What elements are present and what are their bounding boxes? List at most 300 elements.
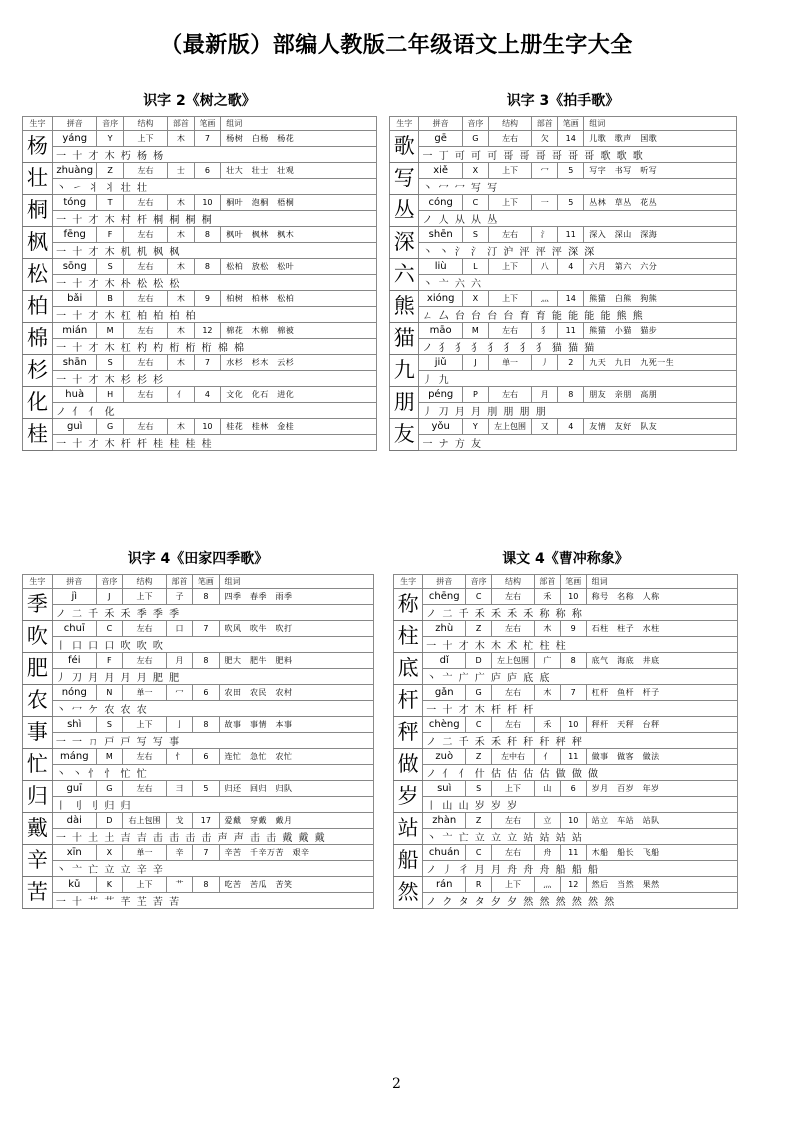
stroke-order-row: [23, 605, 374, 621]
radical-cell: 戈: [166, 813, 192, 829]
words-cell: 四季 春季 雨季: [219, 589, 373, 605]
pinyin-cell: guī: [52, 781, 96, 797]
table-header-row: [23, 575, 374, 589]
radical-cell: 月: [166, 653, 192, 669]
radical-cell: 灬: [535, 877, 561, 893]
table-row: [390, 387, 737, 403]
character-cell: 农: [23, 685, 53, 717]
words-cell: 桐叶 泡桐 梧桐: [221, 195, 377, 211]
character-cell: 松: [23, 259, 53, 291]
stroke-order-cell: 丶 亠 广 广 庐 庐 底 底: [423, 669, 738, 685]
stroke-order-row: [23, 243, 377, 259]
structure-cell: 上下: [123, 589, 167, 605]
initial-cell: C: [96, 621, 122, 637]
stroke-order-row: [23, 733, 374, 749]
section-title: 课文 4《曹冲称象》: [502, 551, 629, 567]
stroke-order-cell: 一 十 才 木 朽 杨 杨: [53, 147, 377, 163]
initial-cell: C: [466, 717, 492, 733]
character-cell: 熊: [390, 291, 419, 323]
column-header: 生字: [23, 117, 53, 131]
column-header: 拼音: [53, 117, 97, 131]
table-row: [23, 291, 377, 307]
initial-cell: Z: [466, 749, 492, 765]
stroke-order-cell: ノ 二 千 禾 禾 禾 禾 称 称 称: [423, 605, 738, 621]
radical-cell: 彐: [166, 781, 192, 797]
stroke-count-cell: 4: [194, 387, 221, 403]
column-header: 笔画: [194, 117, 221, 131]
radical-cell: 木: [168, 419, 195, 435]
stroke-count-cell: 10: [560, 717, 586, 733]
table-row: [23, 323, 377, 339]
stroke-order-cell: ノ 二 千 禾 禾 秆 秆 秆 秤 秤: [423, 733, 738, 749]
column-header: 结构: [123, 117, 167, 131]
column-header: 结构: [492, 575, 535, 589]
stroke-count-cell: 8: [194, 227, 221, 243]
column-header: 部首: [532, 117, 558, 131]
pinyin-cell: mián: [53, 323, 97, 339]
character-cell: 化: [23, 387, 53, 419]
pinyin-cell: nóng: [52, 685, 96, 701]
stroke-count-cell: 7: [193, 845, 219, 861]
stroke-count-cell: 7: [194, 131, 221, 147]
table-row: [23, 685, 374, 701]
initial-cell: Y: [97, 131, 124, 147]
character-cell: 做: [394, 749, 423, 781]
radical-cell: 冖: [532, 163, 558, 179]
radical-cell: 木: [168, 291, 195, 307]
words-cell: 朋友 亲朋 高朋: [584, 387, 737, 403]
character-cell: 然: [394, 877, 423, 909]
initial-cell: M: [96, 749, 122, 765]
stroke-order-cell: 丿 刀 月 月 刖 朋 朋 朋: [419, 403, 737, 419]
radical-cell: 亻: [535, 749, 561, 765]
pinyin-cell: cóng: [419, 195, 462, 211]
stroke-order-cell: 丶 亠 亡 立 立 辛 辛: [52, 861, 373, 877]
words-cell: 六月 第六 六分: [584, 259, 737, 275]
stroke-order-cell: 丨 山 山 岁 岁 岁: [423, 797, 738, 813]
stroke-order-row: [23, 339, 377, 355]
radical-cell: 氵: [532, 227, 558, 243]
column-header: 笔画: [560, 575, 586, 589]
table-row: [394, 845, 738, 861]
column-header: 音序: [462, 117, 488, 131]
words-cell: 吃苦 苦瓜 苦笑: [219, 877, 373, 893]
structure-cell: 左右: [492, 717, 535, 733]
stroke-order-row: [390, 435, 737, 451]
table-row: [23, 387, 377, 403]
stroke-count-cell: 14: [558, 131, 584, 147]
character-cell: 壮: [23, 163, 53, 195]
words-cell: 桂花 桂林 金桂: [221, 419, 377, 435]
table-row: [23, 653, 374, 669]
stroke-count-cell: 12: [560, 877, 586, 893]
structure-cell: 左右: [123, 355, 167, 371]
structure-cell: 上下: [123, 717, 167, 733]
character-cell: 肥: [23, 653, 53, 685]
radical-cell: 木: [535, 621, 561, 637]
pinyin-cell: shì: [52, 717, 96, 733]
radical-cell: 月: [532, 387, 558, 403]
structure-cell: 左右: [123, 163, 167, 179]
stroke-order-cell: 一 十 才 木 杉 杉 杉: [53, 371, 377, 387]
stroke-count-cell: 10: [194, 195, 221, 211]
radical-cell: 亅: [166, 717, 192, 733]
stroke-order-row: [394, 829, 738, 845]
words-cell: 称号 名称 人称: [586, 589, 737, 605]
stroke-count-cell: 11: [560, 845, 586, 861]
radical-cell: 山: [535, 781, 561, 797]
table-row: [390, 355, 737, 371]
initial-cell: M: [462, 323, 488, 339]
char-table-section: [22, 550, 374, 909]
stroke-order-row: [394, 605, 738, 621]
stroke-order-cell: 一 十 才 木 杆 杆 杆: [423, 701, 738, 717]
structure-cell: 单一: [123, 845, 167, 861]
pinyin-cell: dǐ: [423, 653, 466, 669]
structure-cell: 左右: [492, 621, 535, 637]
words-cell: 爱戴 穿戴 戴月: [219, 813, 373, 829]
character-cell: 歌: [390, 131, 419, 163]
radical-cell: 士: [168, 163, 195, 179]
radical-cell: 舟: [535, 845, 561, 861]
character-cell: 岁: [394, 781, 423, 813]
table-row: [23, 717, 374, 733]
words-cell: 做事 做客 做法: [586, 749, 737, 765]
stroke-count-cell: 5: [193, 781, 219, 797]
radical-cell: 子: [166, 589, 192, 605]
structure-cell: 上下: [488, 259, 531, 275]
stroke-order-cell: 丶 冖 冖 写 写: [419, 179, 737, 195]
radical-cell: 立: [535, 813, 561, 829]
words-cell: 松柏 放松 松叶: [221, 259, 377, 275]
stroke-order-row: [390, 339, 737, 355]
initial-cell: G: [462, 131, 488, 147]
stroke-order-row: [23, 669, 374, 685]
stroke-order-row: [23, 275, 377, 291]
initial-cell: S: [97, 259, 124, 275]
structure-cell: 左右: [488, 227, 531, 243]
character-table: [22, 574, 374, 909]
column-header: 音序: [96, 575, 122, 589]
words-cell: 底气 海底 井底: [586, 653, 737, 669]
table-row: [390, 291, 737, 307]
column-header: 结构: [488, 117, 531, 131]
table-row: [23, 163, 377, 179]
column-header: 拼音: [423, 575, 466, 589]
words-cell: 农田 农民 农村: [219, 685, 373, 701]
pinyin-cell: fēng: [53, 227, 97, 243]
stroke-order-row: [23, 829, 374, 845]
pinyin-cell: máng: [52, 749, 96, 765]
words-cell: 归还 回归 归队: [219, 781, 373, 797]
stroke-order-row: [390, 211, 737, 227]
stroke-order-row: [23, 179, 377, 195]
words-cell: 丛林 草丛 花丛: [584, 195, 737, 211]
words-cell: 故事 事情 本事: [219, 717, 373, 733]
pinyin-cell: zhù: [423, 621, 466, 637]
words-cell: 吹风 吹牛 吹打: [219, 621, 373, 637]
words-cell: 肥大 肥牛 肥料: [219, 653, 373, 669]
pinyin-cell: chuán: [423, 845, 466, 861]
stroke-order-row: [394, 637, 738, 653]
table-row: [390, 195, 737, 211]
stroke-order-cell: 一 十 才 木 木 术 杧 柱 柱: [423, 637, 738, 653]
section-title: 识字 4《田家四季歌》: [127, 551, 269, 567]
stroke-order-cell: 一 十 才 木 朴 松 松 松: [53, 275, 377, 291]
stroke-count-cell: 12: [194, 323, 221, 339]
radical-cell: 木: [168, 355, 195, 371]
stroke-count-cell: 8: [193, 653, 219, 669]
stroke-order-row: [23, 371, 377, 387]
structure-cell: 上下: [488, 163, 531, 179]
radical-cell: 木: [168, 323, 195, 339]
stroke-order-row: [390, 243, 737, 259]
pinyin-cell: dài: [52, 813, 96, 829]
section-title: 识字 2《树之歌》: [143, 93, 256, 109]
stroke-order-cell: 丶 ㇀ 丬 丬 壮 壮: [53, 179, 377, 195]
column-header: 部首: [166, 575, 192, 589]
character-cell: 棉: [23, 323, 53, 355]
initial-cell: Z: [466, 813, 492, 829]
stroke-order-cell: ノ 亻 亻 化: [53, 403, 377, 419]
words-cell: 杠杆 鱼杆 杆子: [586, 685, 737, 701]
stroke-order-cell: ノ ク タ タ 夕 夕 然 然 然 然 然 然: [423, 893, 738, 909]
stroke-count-cell: 10: [560, 813, 586, 829]
stroke-order-cell: ノ 丿 彳 月 月 舟 舟 舟 船 船 船: [423, 861, 738, 877]
table-row: [394, 589, 738, 605]
structure-cell: 左右: [492, 845, 535, 861]
character-table: [389, 116, 737, 451]
initial-cell: R: [466, 877, 492, 893]
structure-cell: 单一: [123, 685, 167, 701]
table-row: [394, 621, 738, 637]
stroke-count-cell: 6: [193, 749, 219, 765]
initial-cell: Z: [97, 163, 124, 179]
stroke-order-cell: 一 十 才 木 机 机 枫 枫: [53, 243, 377, 259]
character-cell: 柏: [23, 291, 53, 323]
words-cell: 壮大 壮士 壮观: [221, 163, 377, 179]
table-row: [23, 877, 374, 893]
table-row: [23, 419, 377, 435]
stroke-order-row: [390, 179, 737, 195]
stroke-order-cell: 一 一 ㄇ 戸 戸 写 写 事: [52, 733, 373, 749]
radical-cell: 灬: [532, 291, 558, 307]
structure-cell: 上下: [492, 781, 535, 797]
character-cell: 船: [394, 845, 423, 877]
stroke-order-row: [394, 765, 738, 781]
structure-cell: 上下: [123, 131, 167, 147]
radical-cell: 一: [532, 195, 558, 211]
stroke-count-cell: 6: [194, 163, 221, 179]
initial-cell: K: [96, 877, 122, 893]
pinyin-cell: kǔ: [52, 877, 96, 893]
structure-cell: 单一: [488, 355, 531, 371]
column-header: 拼音: [419, 117, 462, 131]
column-header: 音序: [97, 117, 124, 131]
radical-cell: 丿: [532, 355, 558, 371]
structure-cell: 左右: [488, 131, 531, 147]
char-table-section: [393, 550, 738, 909]
radical-cell: 木: [168, 195, 195, 211]
stroke-count-cell: 7: [193, 621, 219, 637]
character-cell: 猫: [390, 323, 419, 355]
character-cell: 写: [390, 163, 419, 195]
pinyin-cell: chèng: [423, 717, 466, 733]
stroke-order-cell: ノ 人 从 从 丛: [419, 211, 737, 227]
words-cell: 水杉 杉木 云杉: [221, 355, 377, 371]
column-header: 组词: [586, 575, 737, 589]
pinyin-cell: xīn: [52, 845, 96, 861]
stroke-count-cell: 8: [194, 259, 221, 275]
words-cell: 站立 车站 站队: [586, 813, 737, 829]
table-row: [23, 813, 374, 829]
initial-cell: S: [466, 781, 492, 797]
radical-cell: 犭: [532, 323, 558, 339]
initial-cell: C: [466, 589, 492, 605]
radical-cell: 禾: [535, 589, 561, 605]
stroke-order-cell: 丶 丶 忄 忄 忙 忙: [52, 765, 373, 781]
character-cell: 杆: [394, 685, 423, 717]
pinyin-cell: māo: [419, 323, 462, 339]
radical-cell: 木: [168, 259, 195, 275]
column-header: 组词: [221, 117, 377, 131]
initial-cell: L: [462, 259, 488, 275]
structure-cell: 左右: [492, 813, 535, 829]
column-header: 部首: [535, 575, 561, 589]
character-cell: 桐: [23, 195, 53, 227]
radical-cell: 忄: [166, 749, 192, 765]
stroke-order-row: [390, 403, 737, 419]
structure-cell: 左右: [123, 291, 167, 307]
pinyin-cell: tóng: [53, 195, 97, 211]
pinyin-cell: yǒu: [419, 419, 462, 435]
table-row: [394, 685, 738, 701]
character-cell: 枫: [23, 227, 53, 259]
radical-cell: 木: [535, 685, 561, 701]
words-cell: 深入 深山 深海: [584, 227, 737, 243]
initial-cell: J: [462, 355, 488, 371]
stroke-count-cell: 8: [193, 589, 219, 605]
stroke-count-cell: 6: [193, 685, 219, 701]
stroke-order-cell: 丿 九: [419, 371, 737, 387]
stroke-count-cell: 7: [194, 355, 221, 371]
table-row: [23, 749, 374, 765]
table-row: [390, 323, 737, 339]
initial-cell: G: [96, 781, 122, 797]
section-title: 识字 3《拍手歌》: [506, 93, 620, 109]
structure-cell: 左右: [123, 749, 167, 765]
structure-cell: 左中右: [492, 749, 535, 765]
structure-cell: 左右: [492, 685, 535, 701]
character-cell: 事: [23, 717, 53, 749]
stroke-count-cell: 4: [558, 419, 584, 435]
table-row: [394, 749, 738, 765]
initial-cell: G: [97, 419, 124, 435]
stroke-count-cell: 8: [193, 717, 219, 733]
stroke-order-row: [394, 797, 738, 813]
structure-cell: 左右: [123, 621, 167, 637]
pinyin-cell: gǎn: [423, 685, 466, 701]
character-cell: 戴: [23, 813, 53, 845]
words-cell: 木船 船长 飞船: [586, 845, 737, 861]
table-row: [390, 259, 737, 275]
radical-cell: 又: [532, 419, 558, 435]
stroke-order-row: [23, 211, 377, 227]
words-cell: 柏树 柏林 松柏: [221, 291, 377, 307]
stroke-count-cell: 11: [558, 227, 584, 243]
stroke-order-cell: 丿 刀 月 月 月 月 肥 肥: [52, 669, 373, 685]
structure-cell: 右上包围: [123, 813, 167, 829]
table-header-row: [394, 575, 738, 589]
stroke-order-cell: 一 十 艹 艹 芊 芏 苦 苦: [52, 893, 373, 909]
page-number: 2: [392, 1076, 401, 1092]
initial-cell: T: [97, 195, 124, 211]
table-row: [23, 195, 377, 211]
initial-cell: D: [466, 653, 492, 669]
character-cell: 杨: [23, 131, 53, 163]
column-header: 结构: [123, 575, 167, 589]
character-cell: 九: [390, 355, 419, 387]
words-cell: 儿歌 歌声 国歌: [584, 131, 737, 147]
character-table: [393, 574, 738, 909]
stroke-order-cell: 一 十 才 木 杆 杆 桂 桂 桂 桂: [53, 435, 377, 451]
character-cell: 底: [394, 653, 423, 685]
stroke-order-cell: 丨 口 口 口 吹 吹 吹: [52, 637, 373, 653]
radical-cell: 木: [168, 131, 195, 147]
stroke-order-row: [390, 147, 737, 163]
character-cell: 秤: [394, 717, 423, 749]
structure-cell: 左上包围: [488, 419, 531, 435]
pinyin-cell: shān: [53, 355, 97, 371]
words-cell: 熊猫 白熊 狗熊: [584, 291, 737, 307]
stroke-order-cell: 一 十 才 木 杠 柏 柏 柏 柏: [53, 307, 377, 323]
structure-cell: 上下: [123, 877, 167, 893]
pinyin-cell: zhuàng: [53, 163, 97, 179]
stroke-count-cell: 6: [560, 781, 586, 797]
pinyin-cell: péng: [419, 387, 462, 403]
stroke-order-cell: ㄥ 厶 台 台 台 台 育 育 能 能 能 能 熊 熊: [419, 307, 737, 323]
initial-cell: J: [96, 589, 122, 605]
char-table-section: [389, 92, 737, 451]
column-header: 组词: [584, 117, 737, 131]
radical-cell: 欠: [532, 131, 558, 147]
column-header: 生字: [23, 575, 53, 589]
stroke-count-cell: 10: [560, 589, 586, 605]
pinyin-cell: yáng: [53, 131, 97, 147]
stroke-order-cell: 一 丁 可 可 可 哥 哥 哥 哥 哥 哥 歌 歌 歌: [419, 147, 737, 163]
initial-cell: Y: [462, 419, 488, 435]
table-row: [23, 259, 377, 275]
character-cell: 朋: [390, 387, 419, 419]
initial-cell: C: [466, 845, 492, 861]
stroke-count-cell: 9: [560, 621, 586, 637]
stroke-order-cell: 丶 冖 ケ 农 农 农: [52, 701, 373, 717]
stroke-count-cell: 11: [558, 323, 584, 339]
table-row: [390, 131, 737, 147]
initial-cell: G: [466, 685, 492, 701]
structure-cell: 左右: [123, 195, 167, 211]
column-header: 部首: [168, 117, 195, 131]
character-cell: 辛: [23, 845, 53, 877]
stroke-order-cell: 一 ナ 方 友: [419, 435, 737, 451]
character-cell: 苦: [23, 877, 53, 909]
initial-cell: P: [462, 387, 488, 403]
pinyin-cell: sōng: [53, 259, 97, 275]
stroke-order-row: [23, 403, 377, 419]
pinyin-cell: rán: [423, 877, 466, 893]
pinyin-cell: shēn: [419, 227, 462, 243]
radical-cell: 冖: [166, 685, 192, 701]
